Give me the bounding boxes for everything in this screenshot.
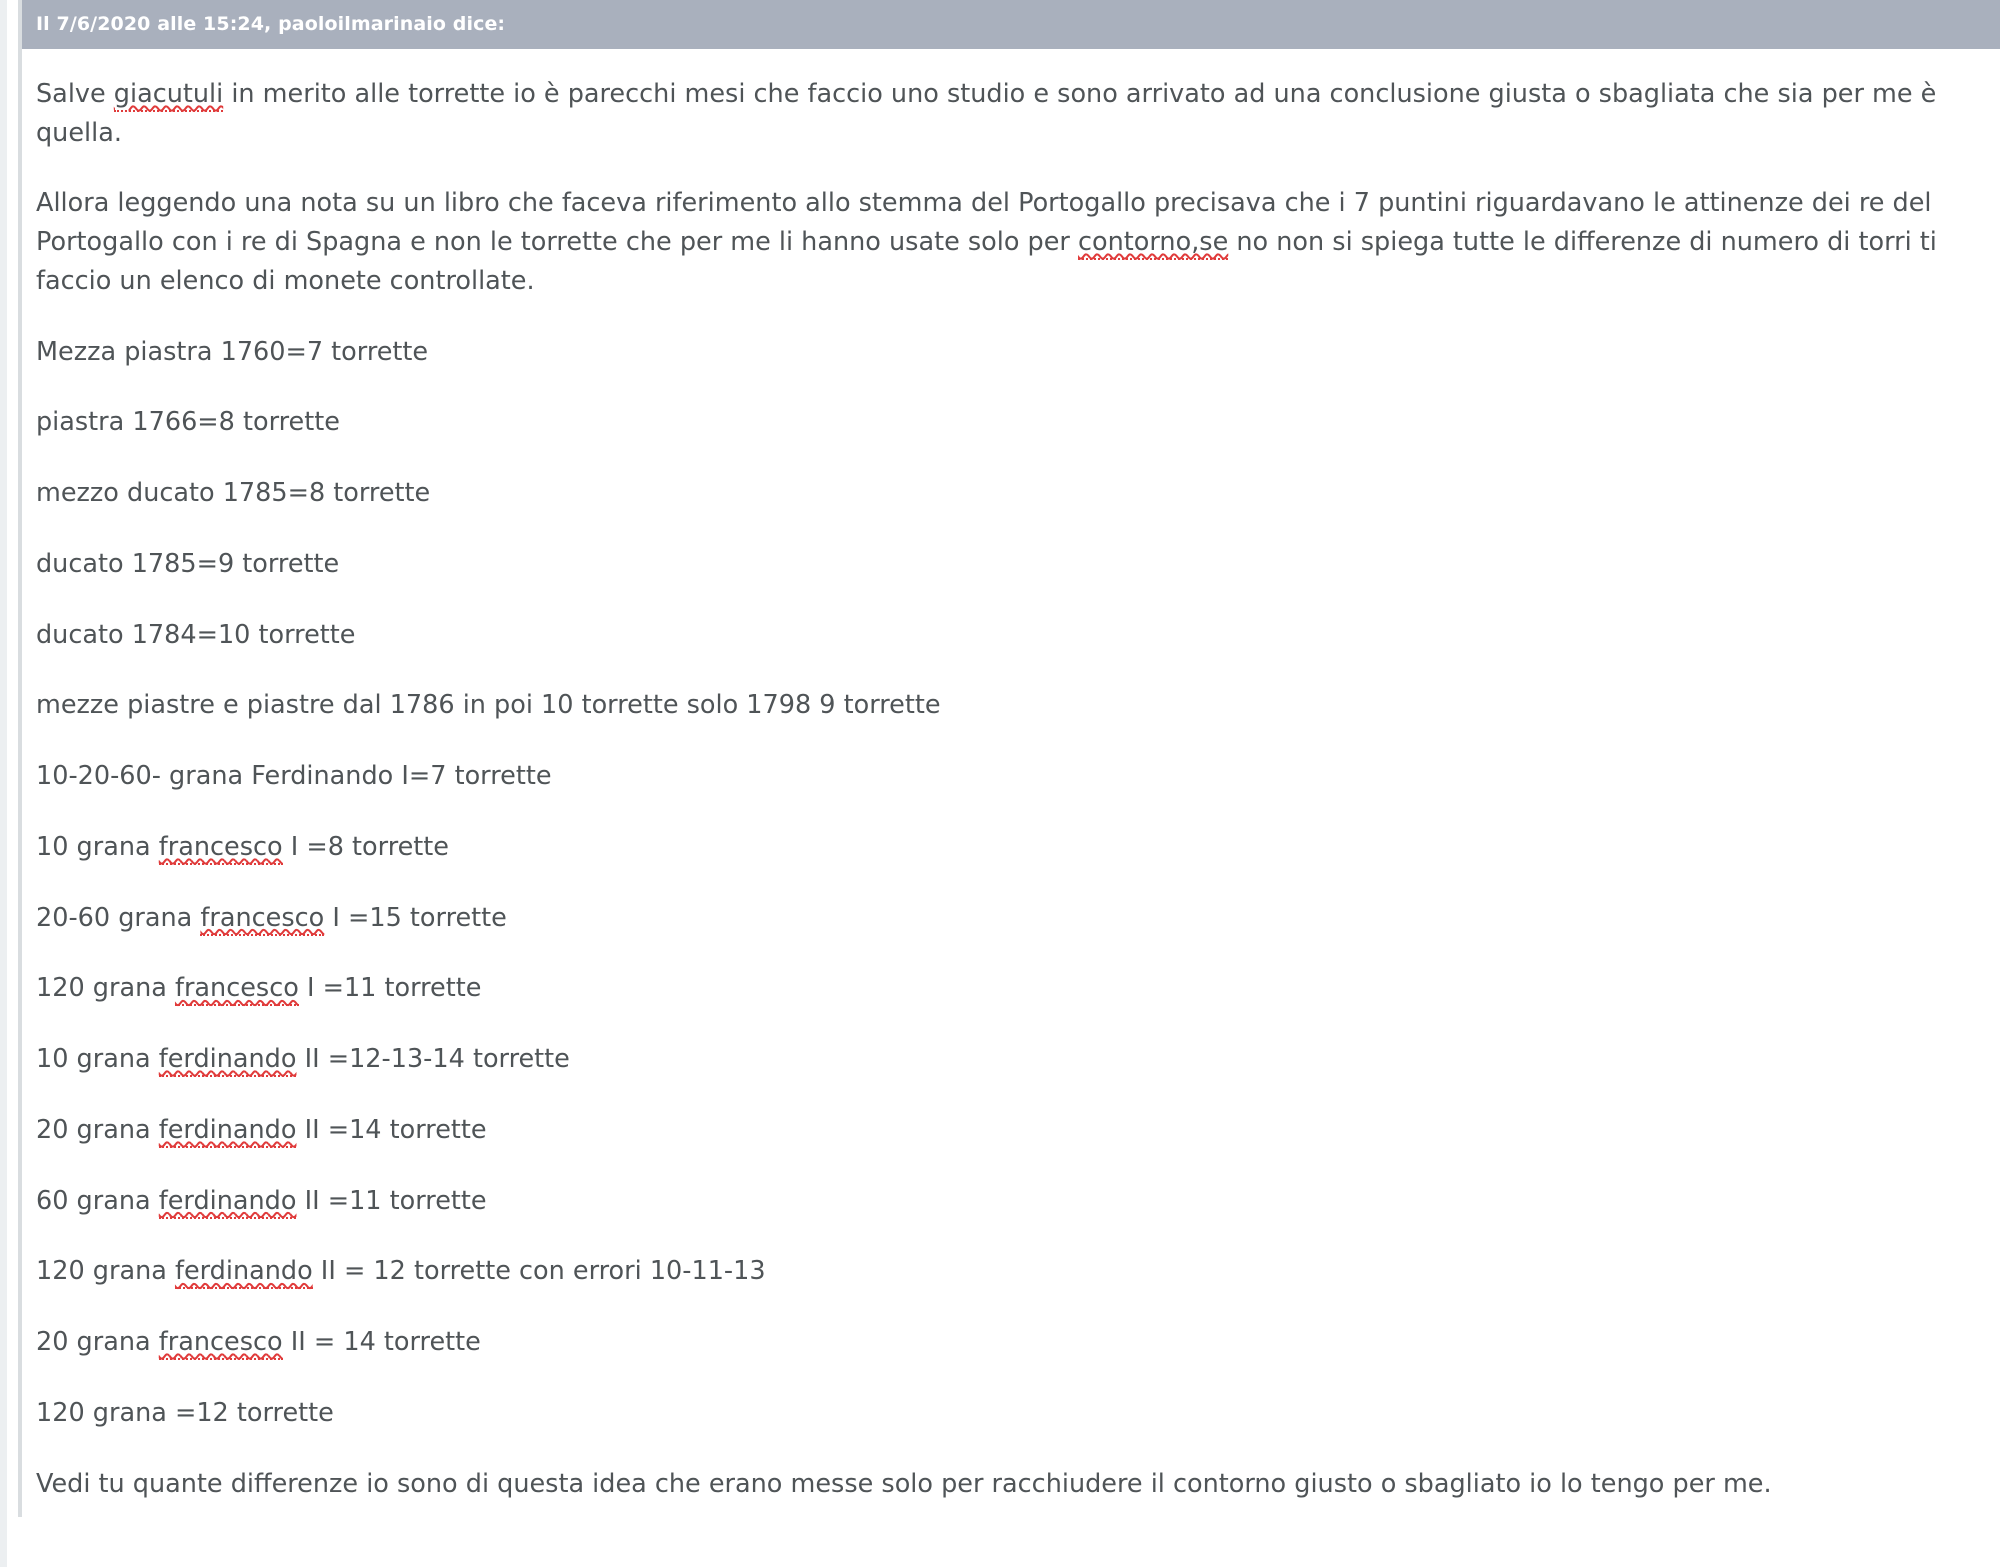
text-run: II =12-13-14 torrette [296,1044,570,1075]
text-run: 20 grana [36,1327,159,1358]
quote-paragraph [36,757,1978,796]
spellcheck-underlined-word: ferdinando [159,1186,297,1219]
quote-paragraph [36,403,1978,442]
text-run: 120 grana =12 torrette [36,1397,334,1428]
quote-paragraph [36,828,1978,867]
text-run: I =11 torrette [298,973,482,1004]
quote-paragraph [36,1182,1978,1221]
spellcheck-underlined-word: ferdinando [159,1115,297,1148]
text-run: Mezza piastra 1760=7 torrette [36,336,429,367]
quote-paragraph [36,184,1978,300]
text-run: in merito alle torrette io è parecchi mesi che faccio uno studio e sono arrivato ad una conclusione giusta o sbagliata che sia per me è quella. [36,78,1937,148]
spellcheck-underlined-word: giacutuli [114,79,223,112]
text-run: ducato 1785=9 torrette [36,548,340,579]
quote-paragraph [36,616,1978,655]
text-run: 120 grana [36,973,175,1004]
quote-paragraph [36,1111,1978,1150]
page-left-rail [0,0,7,1567]
text-run: II =11 torrette [296,1185,487,1216]
quoted-post [18,0,2000,1517]
text-run: 10 grana [36,1044,159,1075]
text-run: II = 12 torrette con errori 10-11-13 [312,1256,766,1287]
text-run: 10 grana [36,831,159,862]
text-run: 20-60 grana [36,902,201,933]
quote-paragraph [36,333,1978,372]
quote-paragraph [36,545,1978,584]
quote-attribution-header: Il 7/6/2020 alle 15:24, paoloilmarinaio dice: [22,0,2000,49]
quote-paragraph [36,1040,1978,1079]
spellcheck-underlined-word: ferdinando [175,1256,313,1289]
text-run: I =8 torrette [282,831,449,862]
text-run: 120 grana [36,1256,175,1287]
quote-paragraph [36,1394,1978,1433]
quote-paragraph [36,686,1978,725]
spellcheck-underlined-word: ferdinando [159,1044,297,1077]
text-run: 10-20-60- grana Ferdinando I=7 torrette [36,761,552,792]
text-run: no non si spiega tutte le differenze di numero di torri ti faccio un elenco di monete controllate. [36,227,1937,296]
quote-body [22,49,2000,1518]
spellcheck-underlined-word: francesco [200,903,324,936]
quote-paragraph [36,969,1978,1008]
spellcheck-underlined-word: contorno,se [1078,227,1228,260]
text-run: 60 grana [36,1185,159,1216]
text-run: II =14 torrette [296,1114,487,1145]
spellcheck-underlined-word: francesco [175,973,299,1006]
quote-paragraph [36,899,1978,938]
text-run: I =15 torrette [324,902,507,933]
spellcheck-underlined-word: francesco [159,832,283,865]
quote-paragraph [36,1465,1978,1504]
text-run: Allora leggendo una nota su un libro che faceva riferimento allo stemma del Portogallo precisava che i 7 puntini riguardavano le attinenze dei re del Portogallo con i re di Spagna e non le torrette che per me li hanno usate solo per [36,188,1932,258]
spellcheck-underlined-word: francesco [159,1327,283,1360]
text-run: Vedi tu quante differenze io sono di questa idea che erano messe solo per racchiudere il contorno giusto o sbagliato io lo tengo per me. [36,1468,1772,1499]
text-run: mezze piastre e piastre dal 1786 in poi 10 torrette solo 1798 9 torrette [36,690,941,721]
text-run: piastra 1766=8 torrette [36,407,340,438]
text-run: II = 14 torrette [282,1327,481,1358]
text-run: 20 grana [36,1114,159,1145]
text-run: mezzo ducato 1785=8 torrette [36,478,431,509]
quote-paragraph [36,1323,1978,1362]
quote-paragraph [36,75,1978,153]
text-run: Salve [36,78,114,109]
quote-paragraph [36,474,1978,513]
quote-paragraph [36,1252,1978,1291]
text-run: ducato 1784=10 torrette [36,619,356,650]
